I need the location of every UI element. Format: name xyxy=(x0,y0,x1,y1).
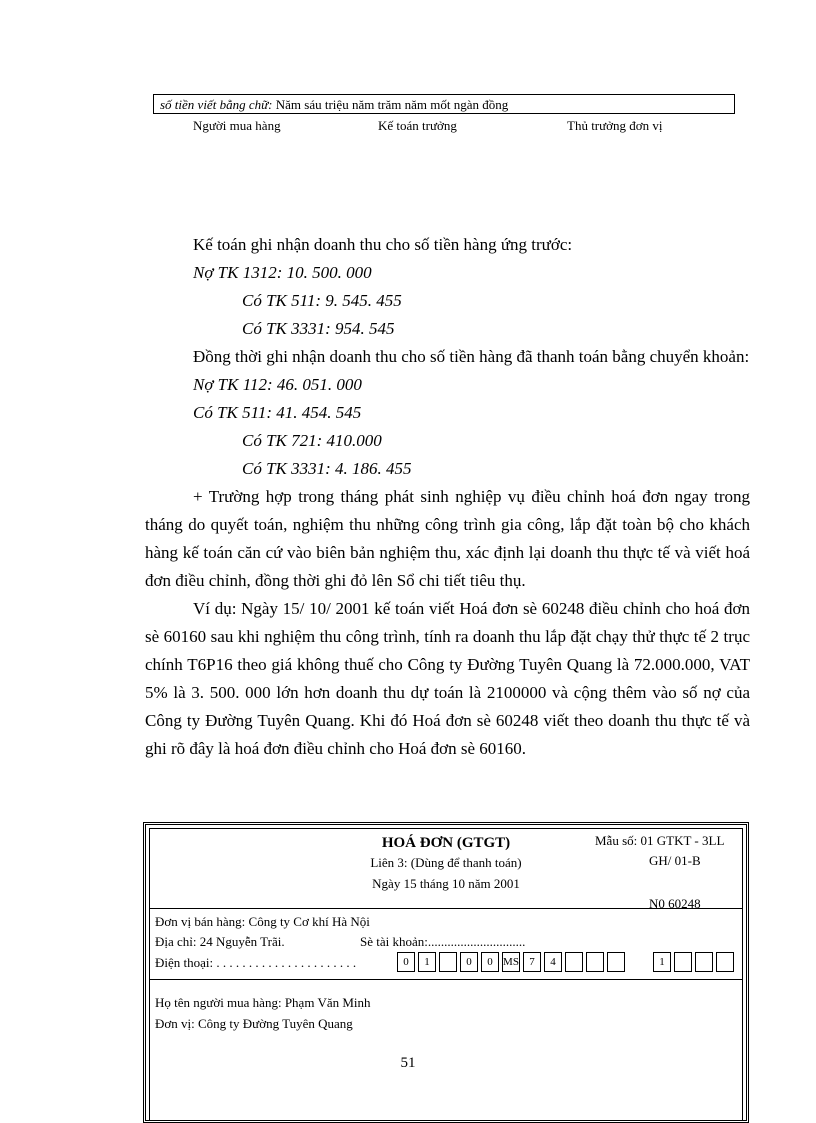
tax-cell-suffix: 1 xyxy=(653,952,671,972)
entry-credit-721: Có TK 721: 410.000 xyxy=(242,431,382,450)
paragraph-1: Kế toán ghi nhận doanh thu cho số tiền hàng ứng trước: xyxy=(193,235,573,254)
entry-credit-3331-b: Có TK 3331: 4. 186. 455 xyxy=(242,459,412,478)
seller-address: Địa chỉ: 24 Nguyễn Trãi. xyxy=(155,934,285,949)
body-text xyxy=(145,231,750,763)
divider-header xyxy=(150,908,742,909)
signer-unit-head: Thủ trưởng đơn vị xyxy=(567,118,663,133)
tax-cell: 0 xyxy=(460,952,478,972)
tax-cell xyxy=(607,952,625,972)
tax-cell: 0 xyxy=(481,952,499,972)
amount-in-words-box xyxy=(153,94,735,114)
amount-text: Năm sáu triệu năm trăm năm mốt ngàn đồng xyxy=(275,97,509,112)
invoice-title: HOÁ ĐƠN (GTGT) xyxy=(381,835,511,851)
tax-cell: 4 xyxy=(544,952,562,972)
invoice-date: Ngày 15 tháng 10 năm 2001 xyxy=(372,876,520,891)
invoice-form-number: Mẫu số: 01 GTKT - 3LL xyxy=(595,833,725,848)
vat-invoice xyxy=(143,822,749,1123)
page-number: 51 xyxy=(400,1055,416,1071)
signer-buyer: Người mua hàng xyxy=(193,118,281,133)
paragraph-2: Đồng thời ghi nhận doanh thu cho số tiền hàng đã thanh toán bằng chuyển khoản: xyxy=(193,347,750,366)
entry-debit-112: Nợ TK 112: 46. 051. 000 xyxy=(193,375,362,394)
tax-cell-suffix xyxy=(695,952,713,972)
invoice-number: N0 60248 xyxy=(649,896,701,911)
seller-account: Sè tài khoản:.............................. xyxy=(360,934,526,949)
amount-label: số tiền viết bằng chữ: xyxy=(160,97,273,112)
paragraph-3: + Trường hợp trong tháng phát sinh nghiệp vụ điều chỉnh hoá đơn ngay trong tháng do quyết toán, nghiệm thu những công trình gia công, lắp đặt toàn bộ cho khách hàng kế toán căn cứ vào biên bản nghiệm thu, xác định lại doanh thu thực tế và viết hoá đơn điều chỉnh, đồng thời ghi đỏ lên Sổ chi tiết tiêu thụ. xyxy=(145,487,750,590)
signer-chief-accountant: Kế toán trưởng xyxy=(378,118,457,133)
entry-credit-511: Có TK 511: 9. 545. 455 xyxy=(242,291,402,310)
invoice-series: GH/ 01-B xyxy=(649,853,701,868)
tax-cell: 7 xyxy=(523,952,541,972)
buyer-unit: Đơn vị: Công ty Đường Tuyên Quang xyxy=(155,1016,353,1031)
paragraph-4: Ví dụ: Ngày 15/ 10/ 2001 kế toán viết Hoá đơn sè 60248 điều chỉnh cho hoá đơn sè 60160 sau khi nghiệm thu công trình, tính ra doanh thu lắp đặt chạy thử thực tế 2 trục chính T6P16 theo giá không thuế cho Công ty Đường Tuyên Quang là 72.000.000, VAT 5% là 3. 500. 000 lớn hơn doanh thu dự toán là 2100000 và cộng thêm vào số nợ của Công ty Đường Tuyên Quang. Khi đó Hoá đơn sè 60248 viết theo doanh thu thực tế và ghi rõ đây là hoá đơn điều chỉnh cho Hoá đơn sè 60160. xyxy=(145,599,750,758)
tax-cell xyxy=(565,952,583,972)
entry-debit-1312: Nợ TK 1312: 10. 500. 000 xyxy=(193,263,372,282)
tax-cell: 0 xyxy=(397,952,415,972)
buyer-name: Họ tên người mua hàng: Phạm Văn Minh xyxy=(155,995,371,1010)
tax-cell-suffix xyxy=(674,952,692,972)
tax-cell xyxy=(439,952,457,972)
tax-cell xyxy=(586,952,604,972)
divider-seller xyxy=(150,979,742,980)
tax-code-label: MS xyxy=(502,952,520,972)
seller-phone: Điện thoại: . . . . . . . . . . . . . . . . . . . . . . xyxy=(155,955,357,970)
entry-credit-3331: Có TK 3331: 954. 545 xyxy=(242,319,395,338)
seller-name: Đơn vị bán hàng: Công ty Cơ khí Hà Nội xyxy=(155,914,370,929)
tax-cell: 1 xyxy=(418,952,436,972)
invoice-copy-line: Liên 3: (Dùng để thanh toán) xyxy=(370,855,522,870)
entry-credit-511-b: Có TK 511: 41. 454. 545 xyxy=(193,403,362,422)
tax-cell-suffix xyxy=(716,952,734,972)
invoice-inner-frame xyxy=(149,828,743,1120)
